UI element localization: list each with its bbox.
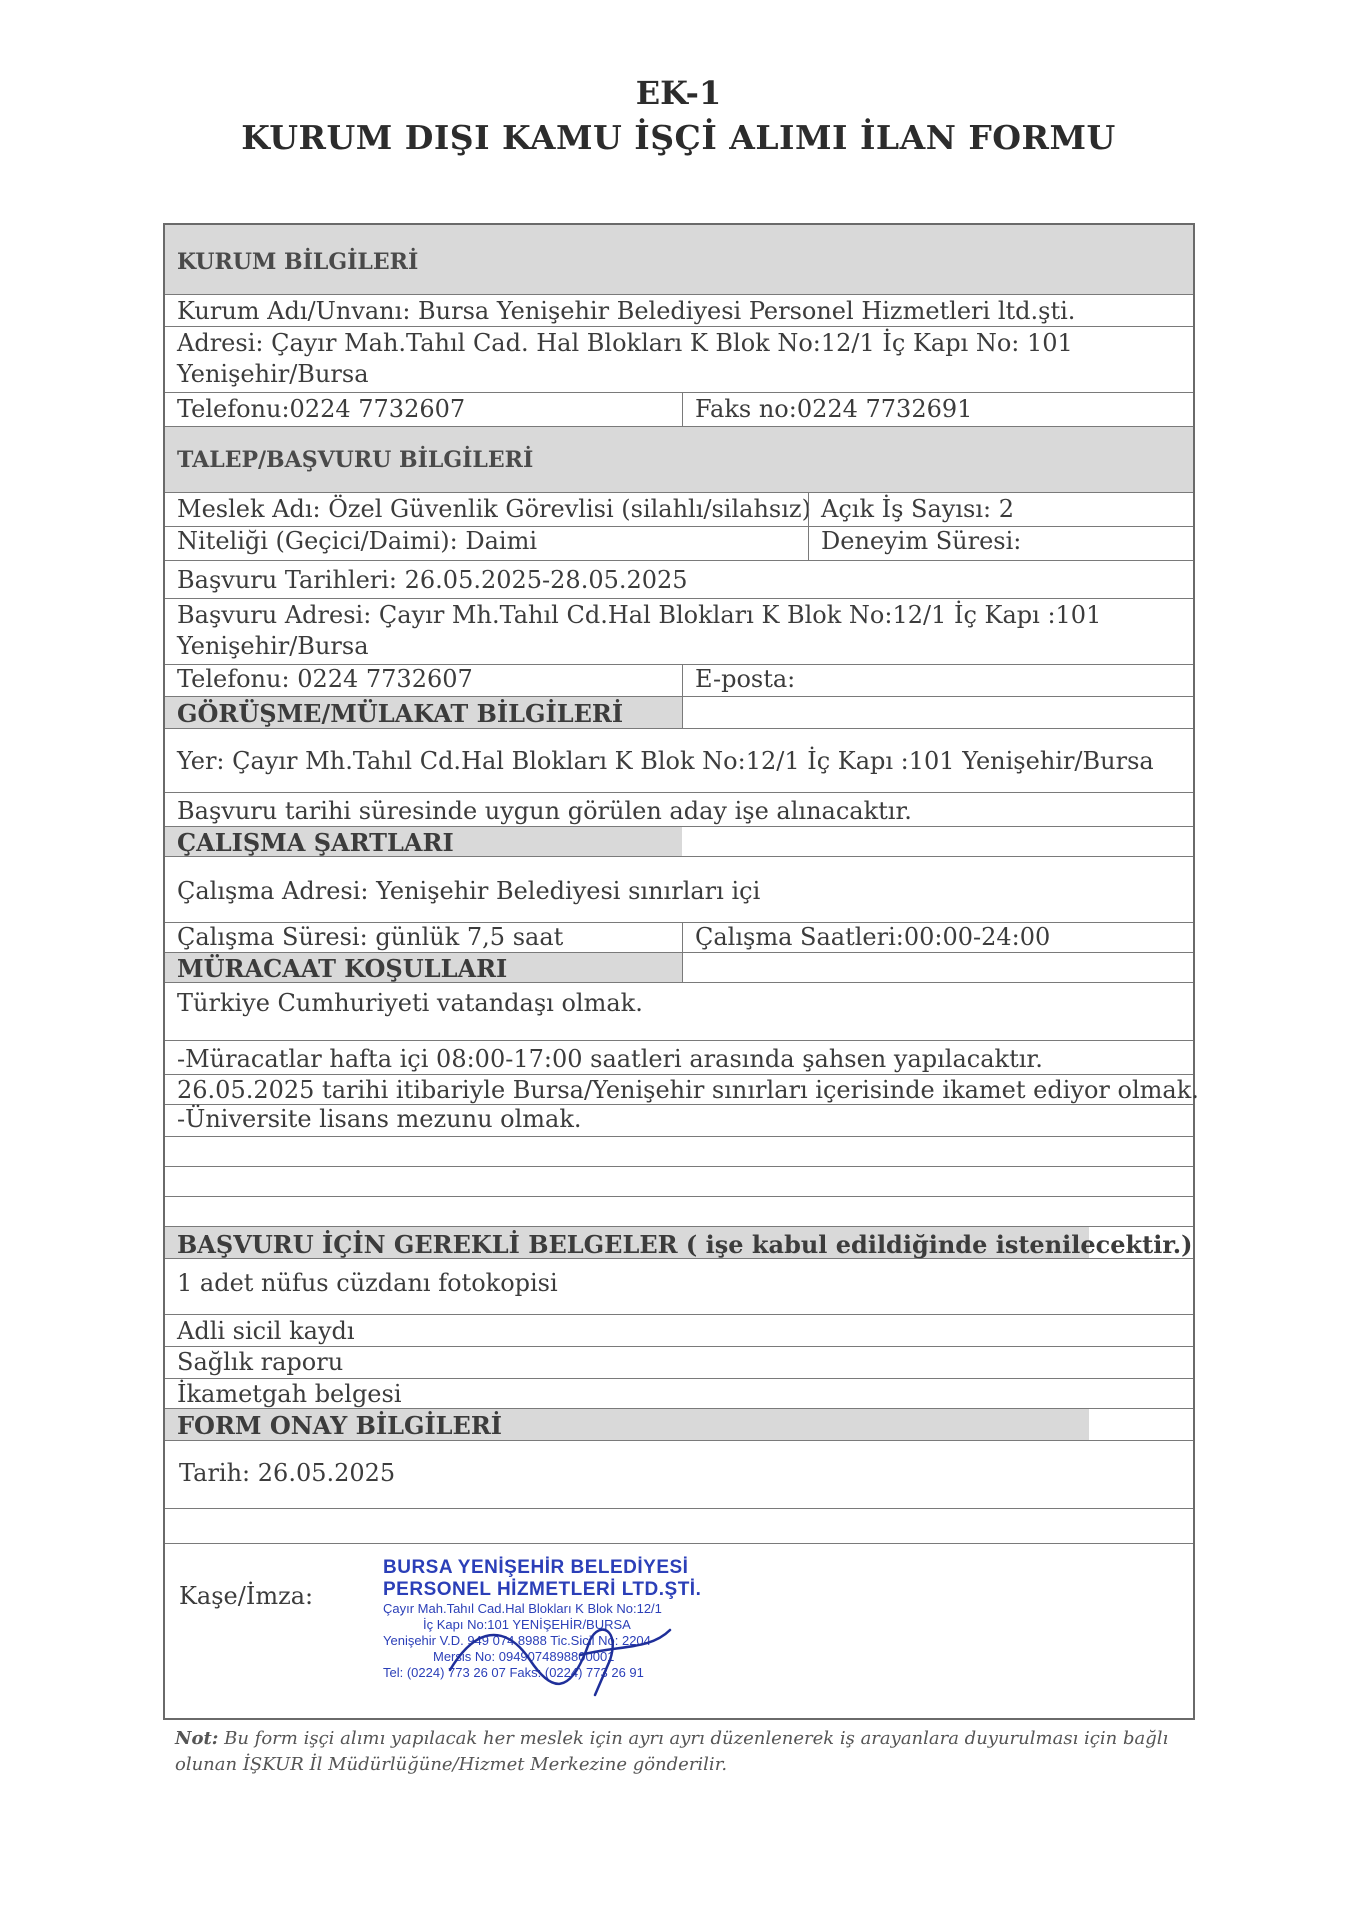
form-table <box>163 223 1199 1720</box>
muracaat-row-1 <box>165 983 1193 1041</box>
empty-row <box>165 1137 1193 1167</box>
talep-phone: Telefonu: 0224 7732607 <box>177 665 473 693</box>
muracaat-item-1: Türkiye Cumhuriyeti vatandaşı olmak. <box>177 989 643 1017</box>
calisma-hours: Çalışma Saatleri:00:00-24:00 <box>695 923 1051 951</box>
section-onay <box>165 1409 1193 1441</box>
kurum-address-line1: Adresi: Çayır Mah.Tahıl Cad. Hal Blokları K Blok No:12/1 İç Kapı No: 101 <box>177 329 1073 357</box>
onay-stamp-label: Kaşe/İmza: <box>179 1582 314 1610</box>
stamp-line-1: BURSA YENİŞEHİR BELEDİYESİ <box>383 1557 689 1578</box>
kurum-phone: Telefonu:0224 7732607 <box>177 395 466 423</box>
talep-job: Meslek Adı: Özel Güvenlik Görevlisi (silahlı/silahsız) <box>177 495 811 523</box>
empty-row <box>165 1167 1193 1197</box>
muracaat-row-3 <box>165 1075 1199 1105</box>
section-kurum <box>165 225 1193 295</box>
talep-address-line2: Yenişehir/Bursa <box>177 632 369 660</box>
kurum-fax: Faks no:0224 7732691 <box>695 395 973 423</box>
belge-row-3 <box>165 1347 1193 1379</box>
belge-row-4 <box>165 1379 1193 1409</box>
section-calisma <box>165 827 1193 857</box>
section-gorusme-title: GÖRÜŞME/MÜLAKAT BİLGİLERİ <box>177 699 624 728</box>
talep-nature: Niteliği (Geçici/Daimi): Daimi <box>177 527 537 555</box>
stamp-line-5: Yenişehir V.D. 949 074 8988 Tic.Sicil No: 2204 <box>383 1633 651 1648</box>
talep-phone-row <box>165 665 1193 697</box>
divider <box>682 393 683 427</box>
onay-date: Tarih: 26.05.2025 <box>179 1459 396 1487</box>
belge-item-2: Adli sicil kaydı <box>177 1317 355 1345</box>
talep-dates: Başvuru Tarihleri: 26.05.2025-28.05.2025 <box>177 566 688 594</box>
muracaat-item-2: -Müracatlar hafta içi 08:00-17:00 saatleri arasında şahsen yapılacaktır. <box>177 1045 1043 1073</box>
divider <box>682 923 683 983</box>
kurum-name-row <box>165 295 1193 327</box>
section-belgeler <box>165 1227 1193 1259</box>
gorusme-place-row <box>165 729 1193 793</box>
kurum-address-row <box>165 327 1193 393</box>
belge-item-4: İkametgah belgesi <box>177 1380 402 1408</box>
talep-address-row <box>165 599 1193 665</box>
kurum-phone-row <box>165 393 1193 427</box>
kurum-name: Kurum Adı/Unvanı: Bursa Yenişehir Belediyesi Personel Hizmetleri ltd.şti. <box>177 297 1076 325</box>
stamp-line-6: Mersis No: 0949074898800001 <box>433 1649 615 1664</box>
footer-note-label: Not: <box>175 1728 219 1749</box>
onay-date-row <box>165 1441 1193 1509</box>
belge-row-2 <box>165 1315 1193 1347</box>
muracaat-row-2 <box>165 1041 1193 1075</box>
gorusme-place: Yer: Çayır Mh.Tahıl Cd.Hal Blokları K Blok No:12/1 İç Kapı :101 Yenişehir/Bursa <box>177 747 1154 775</box>
calisma-address: Çalışma Adresi: Yenişehir Belediyesi sınırları içi <box>177 877 761 905</box>
talep-job-row <box>165 493 1193 527</box>
talep-address-line1: Başvuru Adresi: Çayır Mh.Tahıl Cd.Hal Blokları K Blok No:12/1 İç Kapı :101 <box>177 601 1102 629</box>
belge-item-1: 1 adet nüfus cüzdanı fotokopisi <box>177 1269 558 1297</box>
form-code: EK-1 <box>635 74 722 112</box>
talep-open-count: Açık İş Sayısı: 2 <box>821 495 1015 523</box>
empty-row <box>165 1197 1193 1227</box>
section-calisma-title: ÇALIŞMA ŞARTLARI <box>177 828 454 857</box>
belge-row-1 <box>165 1259 1193 1315</box>
onay-empty-row <box>165 1509 1193 1543</box>
divider <box>682 665 683 729</box>
signature <box>420 1600 720 1720</box>
section-kurum-title: KURUM BİLGİLERİ <box>177 249 419 275</box>
stamp-line-7: Tel: (0224) 773 26 07 Faks: (0224) 773 26 91 <box>383 1665 644 1680</box>
form-title: KURUM DIŞI KAMU İŞÇİ ALIMI İLAN FORMU <box>241 118 1116 157</box>
talep-email: E-posta: <box>695 665 796 693</box>
stamp-line-2: PERSONEL HİZMETLERİ LTD.ŞTİ. <box>383 1579 702 1600</box>
belge-item-3: Sağlık raporu <box>177 1348 344 1376</box>
stamp-line-4: İç Kapı No:101 YENİŞEHİR/BURSA <box>423 1617 631 1632</box>
muracaat-item-3: 26.05.2025 tarihi itibariyle Bursa/Yenişehir sınırları içerisinde ikamet ediyor olmak. <box>177 1076 1199 1104</box>
gorusme-note-row <box>165 793 1193 827</box>
signature-stroke <box>450 1630 670 1695</box>
section-talep-title: TALEP/BAŞVURU BİLGİLERİ <box>177 447 534 473</box>
section-belgeler-title: BAŞVURU İÇİN GEREKLİ BELGELER ( işe kabul edildiğinde istenilecektir.) <box>177 1230 1193 1259</box>
talep-experience: Deneyim Süresi: <box>821 527 1022 555</box>
section-muracaat <box>165 953 1193 983</box>
talep-nature-row <box>165 527 1193 561</box>
section-gorusme <box>165 697 1193 729</box>
section-muracaat-title: MÜRACAAT KOŞULLARI <box>177 954 508 983</box>
calisma-time-row <box>165 923 1193 953</box>
gorusme-note: Başvuru tarihi süresinde uygun görülen aday işe alınacaktır. <box>177 797 912 825</box>
kurum-address-line2: Yenişehir/Bursa <box>177 360 369 388</box>
footer-note-text: Bu form işçi alımı yapılacak her meslek için ayrı ayrı düzenlenerek iş arayanlara duyurulması için bağlı olunan İŞKUR İl Müdürlüğüne/Hizmet Merkezine gönderilir. <box>175 1728 1169 1775</box>
calisma-address-row <box>165 857 1193 923</box>
section-talep <box>165 427 1193 493</box>
divider <box>808 493 809 561</box>
muracaat-row-4 <box>165 1105 1193 1137</box>
section-onay-title: FORM ONAY BİLGİLERİ <box>177 1411 503 1440</box>
calisma-duration: Çalışma Süresi: günlük 7,5 saat <box>177 923 564 951</box>
muracaat-item-4: -Üniversite lisans mezunu olmak. <box>177 1105 582 1133</box>
footer-note <box>175 1726 1215 1778</box>
talep-dates-row <box>165 561 1193 599</box>
stamp-line-3: Çayır Mah.Tahıl Cad.Hal Blokları K Blok No:12/1 <box>383 1601 662 1616</box>
